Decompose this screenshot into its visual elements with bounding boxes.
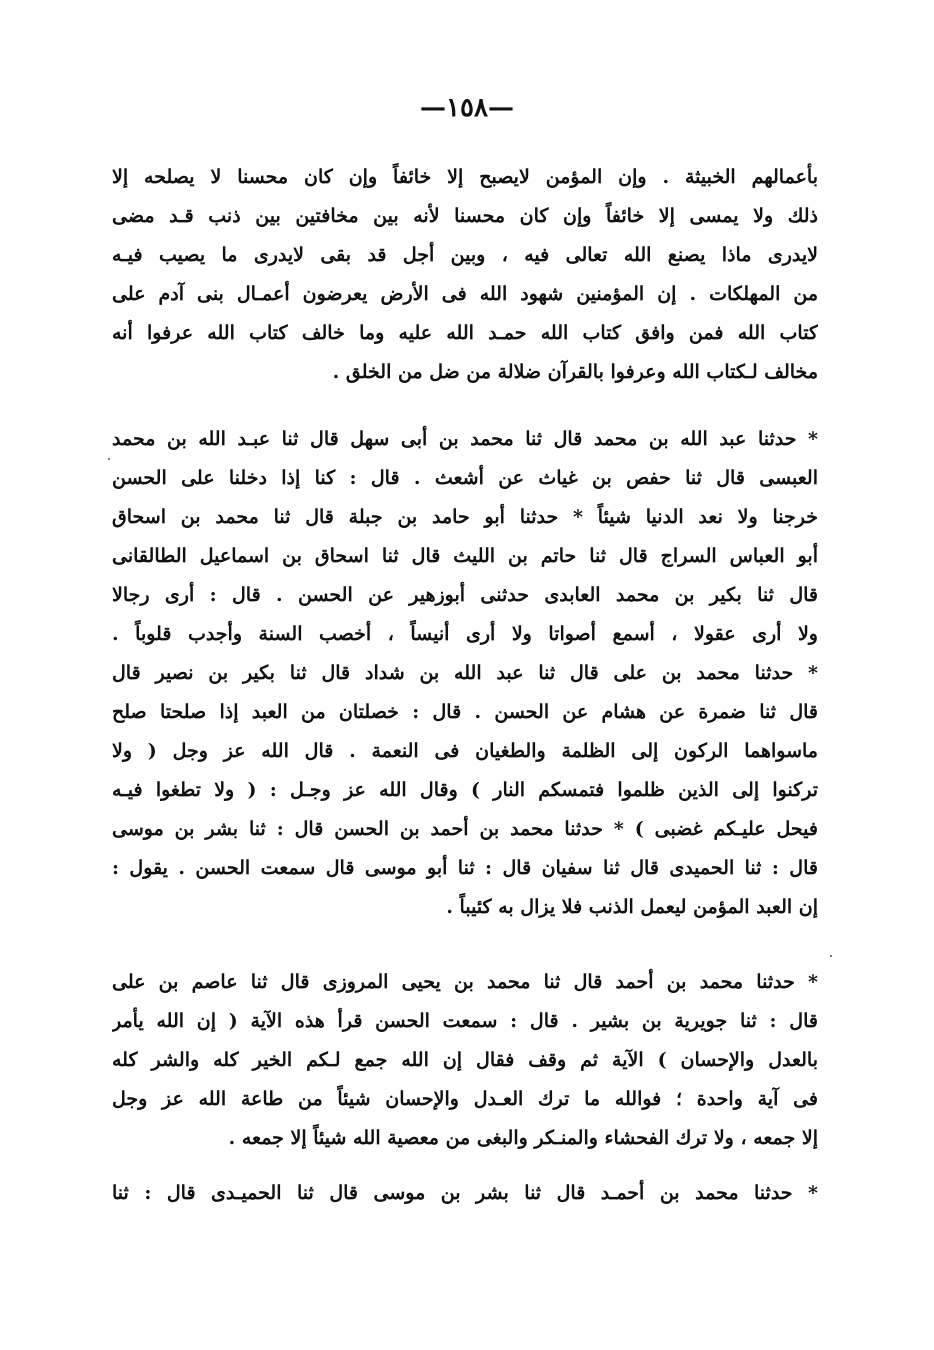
paragraph-2 — [112, 420, 818, 927]
text-line: كتاب الله فمن وافق كتاب الله حمـد الله عليه وما خالف كتاب الله عرفوا أنه — [112, 322, 818, 344]
text-line: بالعدل والإحسان ) الآية ثم وقف فقال إن الله جمع لـكم الخير كله والشر كله — [112, 1049, 818, 1071]
text-line: إن العبد المؤمن ليعمل الذنب فلا يزال به كئيباً . — [446, 896, 818, 918]
text-line: ماسواهما الركون إلى الظلمة والطغيان فى النعمة . قال الله عز وجل ( ولا — [112, 740, 818, 762]
text-line: * حدثنا محمد بن أحمد قال ثنا محمد بن يحيى المروزى قال ثنا عاصم بن على — [112, 971, 818, 993]
page-number: —١٥٨— — [420, 93, 514, 123]
text-line: مخالف لـكتاب الله وعرفوا بالقرآن ضلالة من ضل من الخلق . — [332, 361, 818, 383]
text-line: فيحل عليـكم غضبى ) * حدثنا محمد بن أحمد بن الحسن قال : ثنا بشر بن موسى — [112, 818, 818, 840]
text-line: لايدرى ماذا يصنع الله تعالى فيه ، وبين أجل قد بقى لايدرى ما يصيب فيـه — [112, 244, 818, 266]
text-line: * حدثنا محمد بن أحمـد قال ثنا بشر بن موسى قال ثنا الحميـدى قال : ثنا — [112, 1182, 818, 1204]
text-line: * حدثنا عبد الله بن محمد قال ثنا محمد بن أبى سهل قال ثنا عبـد الله بن محمد — [112, 428, 818, 450]
text-line: قال : ثنا الحميدى قال ثنا سفيان قال : ثنا أبو موسى قال سمعت الحسن . يقول : — [112, 857, 818, 879]
text-line: إلا جمعه ، ولا ترك الفحشاء والمنـكر والبغى من معصية الله شيئاً إلا جمعه . — [228, 1127, 818, 1149]
text-line: أبو العباس السراج قال ثنا حاتم بن الليث قال ثنا اسحاق بن اسماعيل الطالقانى — [112, 545, 818, 567]
text-line: بأعمالهم الخبيثة . وإن المؤمن لايصبح إلا خائفاً وإن كان محسنا لا يصلحه إلا — [112, 166, 818, 188]
text-line: ذلك ولا يمسى إلا خائفاً وإن كان محسنا لأنه بين مخافتين بين ذنب قـد مضى — [112, 205, 818, 227]
text-line: قال ثنا بكير بن محمد العابدى حدثنى أبوزهير عن الحسن . قال : أرى رجالا — [112, 584, 818, 606]
text-line: خرجنا ولا نعد الدنيا شيئاً * حدثنا أبو حامد بن جبلة قال ثنا محمد بن اسحاق — [112, 506, 818, 528]
text-line: العبسى قال ثنا حفص بن غياث عن أشعث . قال : كنا إذا دخلنا على الحسن — [112, 467, 818, 489]
scan-speck — [830, 955, 832, 957]
paragraph-1 — [112, 158, 818, 392]
text-line: * حدثنا محمد بن على قال ثنا عبد الله بن شداد قال ثنا بكير بن نصير قال — [112, 662, 818, 684]
text-line: ولا أرى عقولا ، أسمع أصواتا ولا أرى أنيساً ، أخصب السنة وأجدب قلوباً . — [112, 623, 818, 645]
text-line: تركنوا إلى الذين ظلموا فتمسكم النار ) وقال الله عز وجـل : ( ولا تطغوا فيـه — [112, 779, 818, 801]
text-line: من المهلكات . إن المؤمنين شهود الله فى الأرض يعرضون أعمـال بنى آدم على — [112, 283, 818, 305]
text-line: قال ثنا ضمرة عن هشام عن الحسن . قال : خصلتان من العبد إذا صلحتا صلح — [112, 701, 818, 723]
paragraph-4 — [112, 1174, 818, 1213]
scan-speck — [108, 458, 110, 460]
text-line: قال : ثنا جويرية بن بشير . قال : سمعت الحسن قرأ هذه الآية ( إن الله يأمر — [112, 1010, 818, 1032]
text-line: فى آية واحدة ؛ فوالله ما ترك العـدل والإحسان شيئاً من طاعة الله عز وجل — [112, 1088, 818, 1110]
paragraph-3 — [112, 963, 818, 1158]
